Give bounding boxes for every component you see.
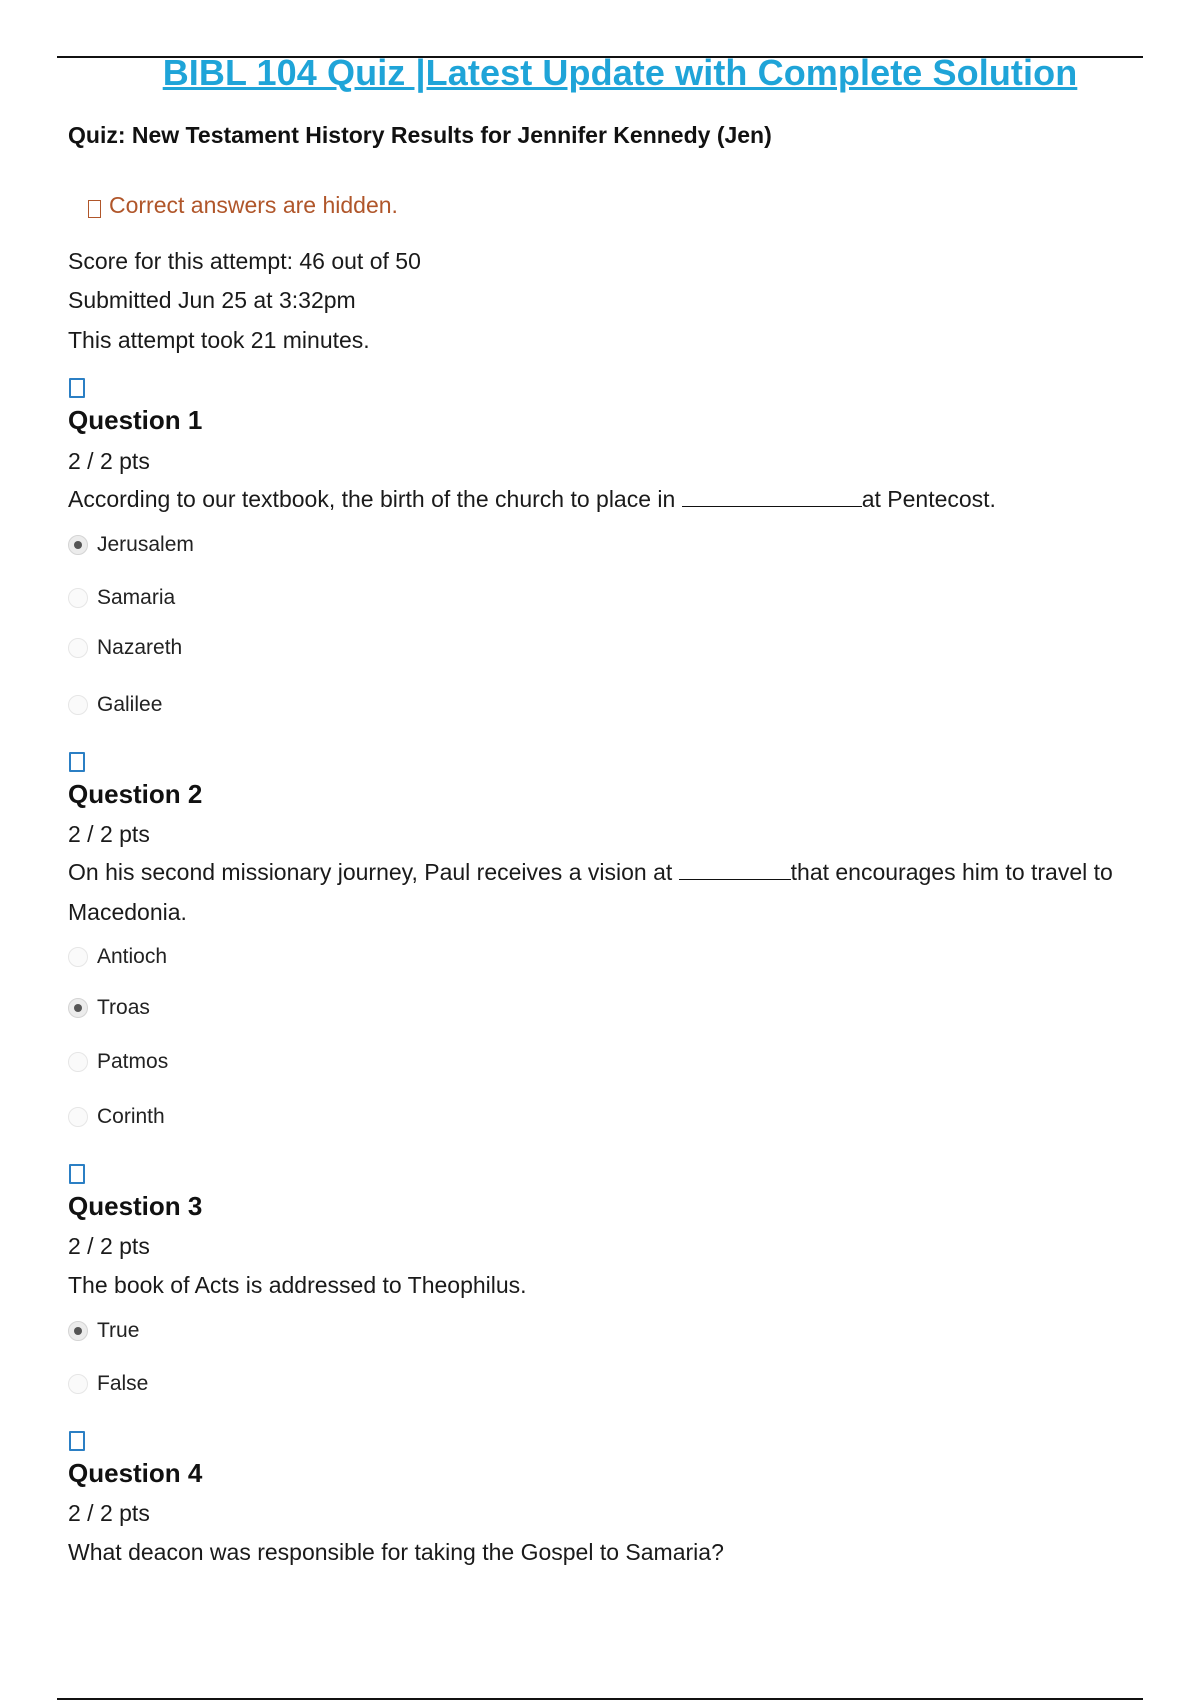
radio-button[interactable] xyxy=(68,998,88,1018)
hidden-answers-text: Correct answers are hidden. xyxy=(109,192,398,218)
option-label: Nazareth xyxy=(97,636,183,659)
option-label: Jerusalem xyxy=(97,533,194,556)
answer-option[interactable] xyxy=(68,1102,165,1132)
question-flag-icon[interactable] xyxy=(69,1431,85,1451)
question-title: Question 3 xyxy=(68,1191,203,1221)
answer-option[interactable] xyxy=(68,1047,168,1077)
answer-option[interactable] xyxy=(68,690,162,720)
submitted-text: Submitted Jun 25 at 3:32pm xyxy=(68,287,356,313)
quiz-heading: Quiz: New Testament History Results for Jennifer Kennedy (Jen) xyxy=(68,122,772,148)
question-points: 2 / 2 pts xyxy=(68,1233,150,1259)
option-label: Galilee xyxy=(97,693,163,716)
radio-button[interactable] xyxy=(68,638,88,658)
option-label: Corinth xyxy=(97,1105,165,1128)
answer-option[interactable] xyxy=(68,633,182,663)
radio-button[interactable] xyxy=(68,1052,88,1072)
question-text-after: that encourages him to travel to Macedonia. xyxy=(68,859,1113,925)
question-text-before: On his second missionary journey, Paul receives a vision at xyxy=(68,859,679,885)
radio-button[interactable] xyxy=(68,1321,88,1341)
question-points: 2 / 2 pts xyxy=(68,821,150,847)
answer-option[interactable] xyxy=(68,583,175,613)
option-label: False xyxy=(97,1372,149,1395)
option-label: Antioch xyxy=(97,945,168,968)
option-label: Troas xyxy=(97,996,150,1019)
question-text xyxy=(68,852,1128,932)
answer-option[interactable] xyxy=(68,942,167,972)
question-flag-icon[interactable] xyxy=(69,752,85,772)
option-label: True xyxy=(97,1319,140,1342)
option-label: Samaria xyxy=(97,586,176,609)
question-points: 2 / 2 pts xyxy=(68,448,150,474)
question-text xyxy=(68,479,1128,519)
radio-button[interactable] xyxy=(68,535,88,555)
answer-option[interactable] xyxy=(68,1369,148,1399)
question-title: Question 4 xyxy=(68,1458,203,1488)
question-flag-icon[interactable] xyxy=(69,378,85,398)
hidden-answers-note xyxy=(88,192,398,219)
question-title: Question 1 xyxy=(68,405,203,435)
score-text: Score for this attempt: 46 out of 50 xyxy=(68,248,421,274)
duration-text: This attempt took 21 minutes. xyxy=(68,327,370,353)
question-text-before: According to our textbook, the birth of the church to place in xyxy=(68,486,682,512)
answer-option[interactable] xyxy=(68,530,194,560)
question-text-after: at Pentecost. xyxy=(861,486,996,512)
document-title[interactable]: BIBL 104 Quiz |Latest Update with Complete Solution xyxy=(162,52,1078,93)
question-title: Question 2 xyxy=(68,779,203,809)
radio-button[interactable] xyxy=(68,695,88,715)
question-flag-icon[interactable] xyxy=(69,1164,85,1184)
radio-button[interactable] xyxy=(68,1374,88,1394)
question-text: What deacon was responsible for taking the Gospel to Samaria? xyxy=(68,1539,724,1565)
question-text: The book of Acts is addressed to Theophilus. xyxy=(68,1272,527,1298)
answer-option[interactable] xyxy=(68,993,150,1023)
answer-option[interactable] xyxy=(68,1316,139,1346)
radio-button[interactable] xyxy=(68,588,88,608)
answer-blank xyxy=(679,859,791,880)
answer-blank xyxy=(682,486,862,507)
radio-button[interactable] xyxy=(68,947,88,967)
option-label: Patmos xyxy=(97,1050,169,1073)
radio-button[interactable] xyxy=(68,1107,88,1127)
info-icon xyxy=(88,200,101,218)
question-points: 2 / 2 pts xyxy=(68,1500,150,1526)
